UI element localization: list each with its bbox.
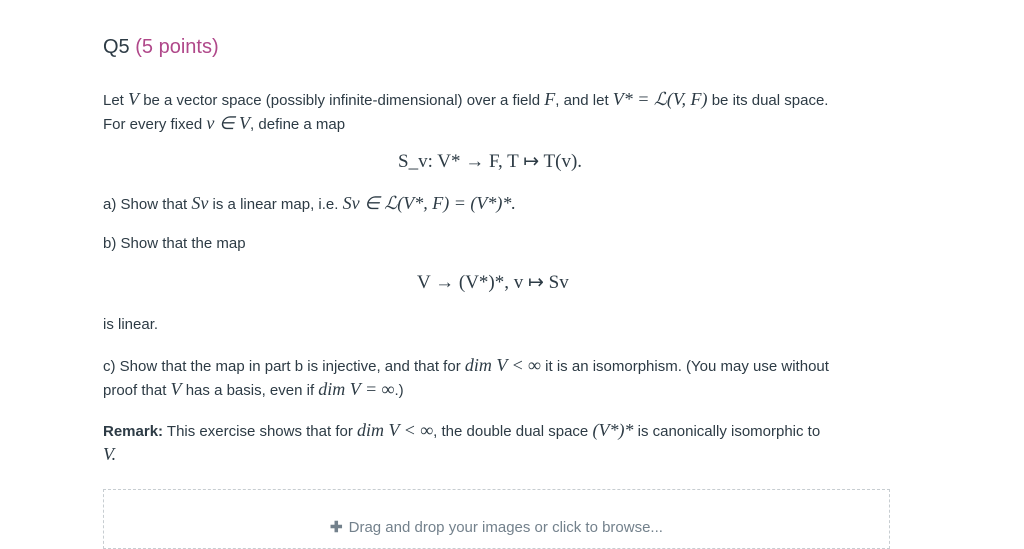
math-dual-def: V* = ℒ(V, F): [612, 89, 708, 109]
remark-line-2: [103, 442, 116, 468]
part-b-text: b) Show that the map: [103, 235, 246, 252]
part-c-text-5: .): [394, 382, 404, 399]
image-upload-dropzone[interactable]: [103, 489, 890, 549]
remark-text-2: , the double dual space: [433, 423, 593, 440]
display-equation-2: V → (V*)*, v ↦ Sv: [417, 272, 569, 293]
math-V: V: [128, 89, 140, 109]
display-equation-1: S_v: V* → F, T ↦ T(v).: [398, 151, 583, 172]
math-F: F: [544, 89, 556, 109]
intro-text-6: , define a map: [250, 116, 346, 133]
math-V-2: V: [170, 379, 182, 399]
part-a-text: a) Show that: [103, 196, 192, 213]
intro-text-2: be a vector space (possibly infinite-dimensional) over a field: [139, 92, 545, 109]
part-c-line-1: [103, 353, 829, 379]
intro-text-5: For every fixed: [103, 116, 207, 133]
part-b-after: is linear.: [103, 316, 159, 333]
part-a-text-2: is a linear map, i.e.: [208, 196, 343, 213]
remark-label: Remark:: [103, 423, 164, 440]
intro-text-4: be its dual space.: [707, 92, 829, 109]
intro-text-3: , and let: [555, 92, 613, 109]
question-points: (5 points): [135, 36, 219, 58]
math-V-final: V.: [103, 444, 117, 464]
question-label: Q5: [103, 36, 130, 58]
math-Sv: Sv: [191, 193, 209, 213]
part-c-text-4: has a basis, even if: [181, 382, 319, 399]
math-dim-finite: dim V < ∞: [464, 355, 542, 375]
math-Sv-in-double-dual: Sv ∈ ℒ(V*, F) = (V*)*.: [342, 193, 516, 213]
plus-icon: ✚: [330, 519, 343, 536]
dropzone-label[interactable]: [104, 518, 889, 536]
math-dim-infinite: dim V = ∞: [318, 379, 395, 399]
intro-text-1: Let: [103, 92, 129, 109]
part-a: [103, 191, 516, 217]
remark-text-3: is canonically isomorphic to: [633, 423, 821, 440]
dropzone-text: Drag and drop your images or click to browse...: [348, 519, 663, 536]
remark-text-1: This exercise shows that for: [163, 423, 357, 440]
math-remark-dim: dim V < ∞: [357, 420, 434, 440]
remark-line-1: [103, 418, 820, 444]
intro-line-2: [103, 111, 345, 137]
math-double-dual: (V*)*: [592, 420, 634, 440]
math-v-in-V: v ∈ V: [206, 113, 251, 133]
intro-line-1: [103, 87, 828, 113]
question-title: [103, 36, 219, 59]
part-c-text-2: it is an isomorphism. (You may use without: [541, 358, 829, 375]
part-c-line-2: [103, 377, 404, 403]
part-c-text-3: proof that: [103, 382, 171, 399]
part-c-text-1: c) Show that the map in part b is injective, and that for: [103, 358, 465, 375]
